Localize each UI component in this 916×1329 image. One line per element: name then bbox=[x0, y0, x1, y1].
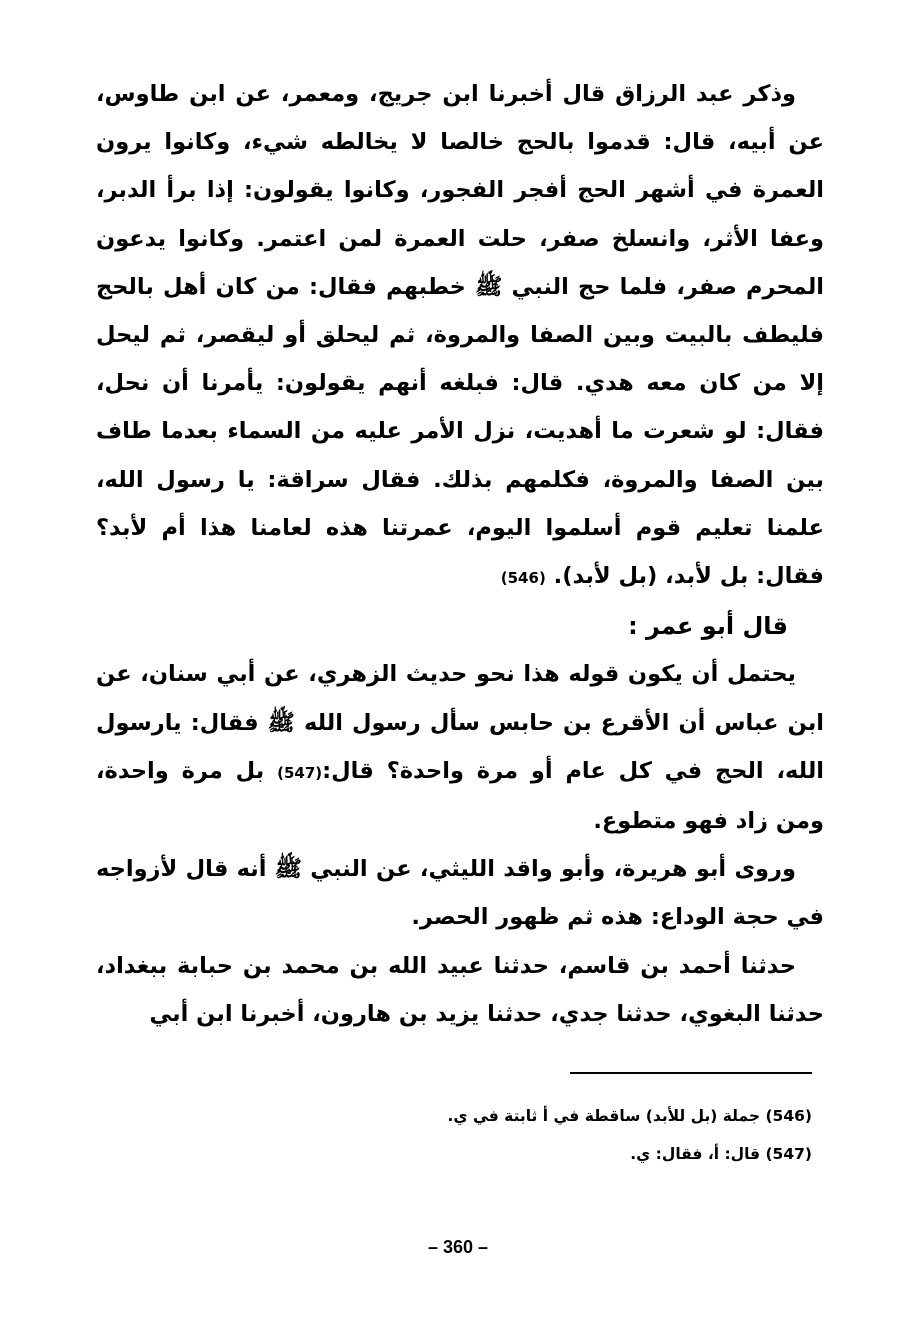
paragraph-2-text-b: بل مرة واحدة، ومن زاد فهو متطوع. bbox=[96, 757, 824, 835]
paragraph-1-text: وذكر عبد الرزاق قال أخبرنا ابن جريج، ومعمر، عن ابن طاوس، عن أبيه، قال: قدموا بالحج خالصا لا يخالطه شيء، وكانوا يرون العمرة في أشهر الحج أفجر الفجور، وكانوا يقولون: إذا برأ الدبر، وعفا الأثر، وانسلخ صفر، حلت العمرة لمن اعتمر. وكانوا يدعون المحرم صفر، فلما حج النبي ﷺ خطبهم فقال: من كان أهل بالحج فليطف بالبيت وبين الصفا والمروة، ثم ليحلق أو ليقصر، ثم ليحل إلا من كان معه هدي. قال: فبلغه أنهم يقولون: يأمرنا أن نحل، فقال: لو شعرت ما أهديت، نزل الأمر عليه من السماء بعدما طاف بين الصفا والمروة، فكلمهم بذلك. فقال سراقة: يا رسول الله، علمنا تعليم قوم أسلموا اليوم، عمرتنا هذه لعامنا هذا أم لأبد؟ فقال: بل لأبد، (بل لأبد). bbox=[96, 81, 824, 590]
page-number: – 360 – bbox=[427, 1237, 489, 1257]
paragraph-2 bbox=[96, 650, 824, 845]
footnote-546: (546) جملة (بل للأبد) ساقطة في أ ثابتة في ي. bbox=[447, 1107, 812, 1125]
footnotes bbox=[300, 1097, 812, 1173]
paragraph-4: حدثنا أحمد بن قاسم، حدثنا عبيد الله بن محمد بن حبابة ببغداد، حدثنا البغوي، حدثنا جدي، حدثنا يزيد بن هارون، أخبرنا ابن أبي bbox=[96, 952, 824, 1027]
footnote-547: (547) قال: أ، فقال: ي. bbox=[630, 1145, 812, 1163]
paragraph-3: وروى أبو هريرة، وأبو واقد الليثي، عن النبي ﷺ أنه قال لأزواجه في حجة الوداع: هذه ثم ظهور الحصر. bbox=[96, 856, 824, 931]
footnote-divider bbox=[570, 1072, 812, 1074]
footnote-ref-546: (546) bbox=[500, 569, 546, 588]
footnote-ref-547: (547) bbox=[277, 763, 323, 782]
paragraph-2-text-a: يحتمل أن يكون قوله هذا نحو حديث الزهري، عن أبي سنان، عن ابن عباس أن الأقرع بن حابس سأل رسول الله ﷺ فقال: يارسول الله، الحج في كل عام أو مرة واحدة؟ قال: bbox=[96, 661, 825, 784]
section-heading: قال أبو عمر : bbox=[628, 612, 788, 641]
main-text bbox=[96, 70, 824, 1038]
paragraph-1 bbox=[96, 70, 824, 602]
